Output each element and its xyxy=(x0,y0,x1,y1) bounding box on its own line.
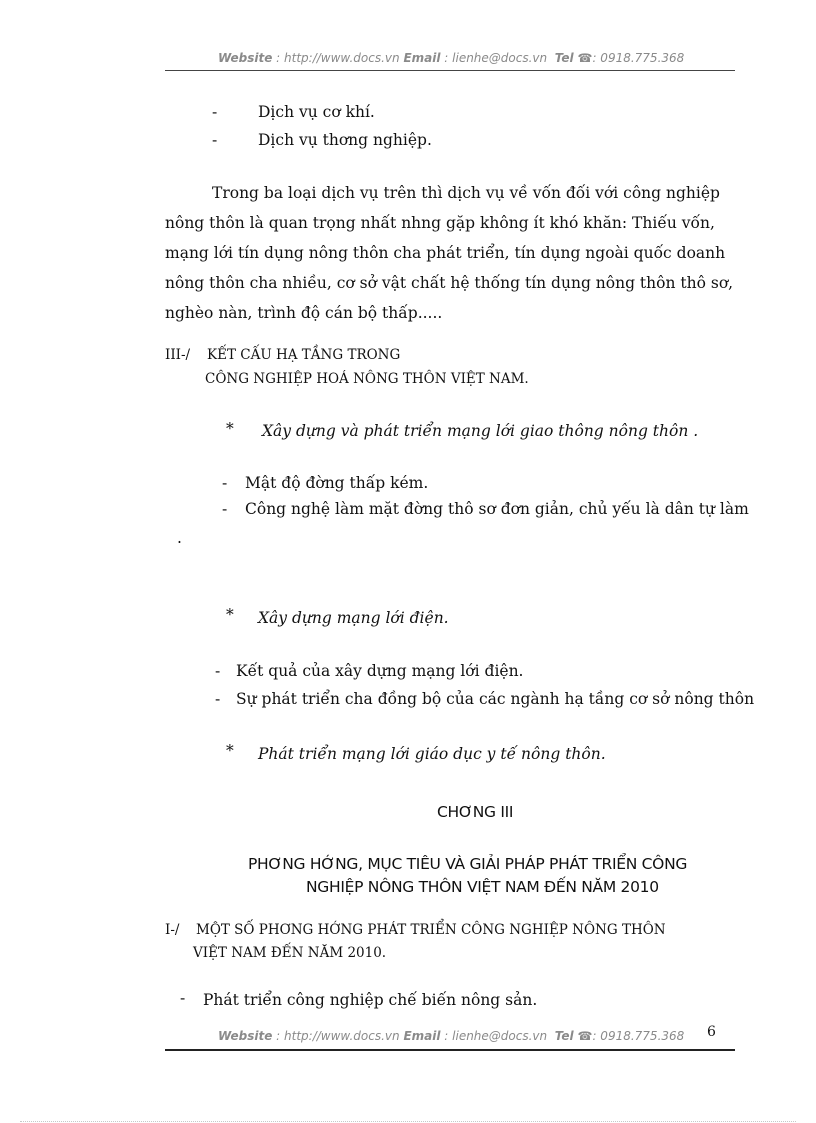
list-item-text: Công nghệ làm mặt đờng thô sơ đơn giản, chủ yếu là dân tự làm xyxy=(245,500,749,518)
bullet-dash: - xyxy=(222,500,228,518)
header-email-label: Email xyxy=(403,51,441,65)
footer-website-link[interactable]: : http://www.docs.vn xyxy=(276,1029,400,1043)
bullet-dash: - xyxy=(212,103,218,121)
paragraph-line: Trong ba loại dịch vụ trên thì dịch vụ về vốn đối với công nghiệp xyxy=(212,184,720,202)
header-tel-value: : 0918.775.368 xyxy=(592,51,685,65)
paragraph-line: nông thôn cha nhiều, cơ sở vật chất hệ thống tín dụng nông thôn thô sơ, xyxy=(165,274,734,292)
phone-icon: ☎ xyxy=(577,1029,593,1043)
list-item xyxy=(212,131,217,149)
footer-email-link[interactable]: : lienhe@docs.vn xyxy=(444,1029,548,1043)
section-heading: KẾT CẤU HẠ TẦNG TRONG xyxy=(207,347,401,363)
list-item-text: Sự phát triển cha đồng bộ của các ngành hạ tầng cơ sở nông thôn xyxy=(236,690,755,708)
page-edge-divider xyxy=(20,1121,796,1122)
header-tel-label: Tel xyxy=(554,51,574,65)
page-number: 6 xyxy=(707,1024,716,1040)
header-email-link[interactable]: : lienhe@docs.vn xyxy=(444,51,548,65)
section-heading: MỘT SỐ PHƠNG HỚNG PHÁT TRIỂN CÔNG NGHIỆP NÔNG THÔN xyxy=(196,922,666,938)
list-item-text: Dịch vụ cơ khí. xyxy=(258,103,375,121)
section-number: I-/ xyxy=(165,922,180,938)
list-item xyxy=(212,103,217,121)
bullet-dash: - xyxy=(180,989,186,1007)
header-rule xyxy=(165,70,735,71)
subheading-star: * xyxy=(226,742,234,760)
page-header xyxy=(218,51,684,65)
header-website-label: Website xyxy=(218,51,273,65)
header-website-link[interactable]: : http://www.docs.vn xyxy=(276,51,400,65)
subheading: Xây dựng mạng lới điện. xyxy=(258,609,449,627)
bullet-dash: - xyxy=(215,690,221,708)
phone-icon: ☎ xyxy=(577,51,593,65)
stray-dot: . xyxy=(177,529,182,547)
page-footer xyxy=(218,1029,684,1043)
bullet-dash: - xyxy=(212,131,218,149)
subheading-star: * xyxy=(226,420,234,438)
list-item-text: Dịch vụ thơng nghiệp. xyxy=(258,131,432,149)
paragraph-line: nông thôn là quan trọng nhất nhng gặp không ít khó khăn: Thiếu vốn, xyxy=(165,214,715,232)
chapter-label: CHƠNG III xyxy=(437,803,514,821)
section-heading: VIỆT NAM ĐẾN NĂM 2010. xyxy=(193,945,387,961)
chapter-title: PHƠNG HỚNG, MỤC TIÊU VÀ GIẢI PHÁP PHÁT TRIỂN CÔNG xyxy=(248,855,688,873)
footer-tel-value: : 0918.775.368 xyxy=(592,1029,685,1043)
footer-website-label: Website xyxy=(218,1029,273,1043)
footer-email-label: Email xyxy=(403,1029,441,1043)
paragraph-line: mạng lới tín dụng nông thôn cha phát triển, tín dụng ngoài quốc doanh xyxy=(165,244,726,262)
list-item-text: Mật độ đờng thấp kém. xyxy=(245,474,429,492)
subheading-star: * xyxy=(226,606,234,624)
list-item-text: Kết quả của xây dựng mạng lới điện. xyxy=(236,662,524,680)
paragraph-line: nghèo nàn, trình độ cán bộ thấp..... xyxy=(165,304,443,322)
footer-rule xyxy=(165,1049,735,1051)
footer-tel-label: Tel xyxy=(554,1029,574,1043)
chapter-title: NGHIỆP NÔNG THÔN VIỆT NAM ĐẾN NĂM 2010 xyxy=(306,878,659,896)
subheading: Phát triển mạng lới giáo dục y tế nông thôn. xyxy=(258,745,606,763)
section-heading: CÔNG NGHIỆP HOÁ NÔNG THÔN VIỆT NAM. xyxy=(205,371,529,387)
subheading: Xây dựng và phát triển mạng lới giao thông nông thôn . xyxy=(262,422,699,440)
section-number: III-/ xyxy=(165,347,191,363)
bullet-dash: - xyxy=(215,662,221,680)
list-item-text: Phát triển công nghiệp chế biến nông sản. xyxy=(203,991,538,1009)
bullet-dash: - xyxy=(222,474,228,492)
